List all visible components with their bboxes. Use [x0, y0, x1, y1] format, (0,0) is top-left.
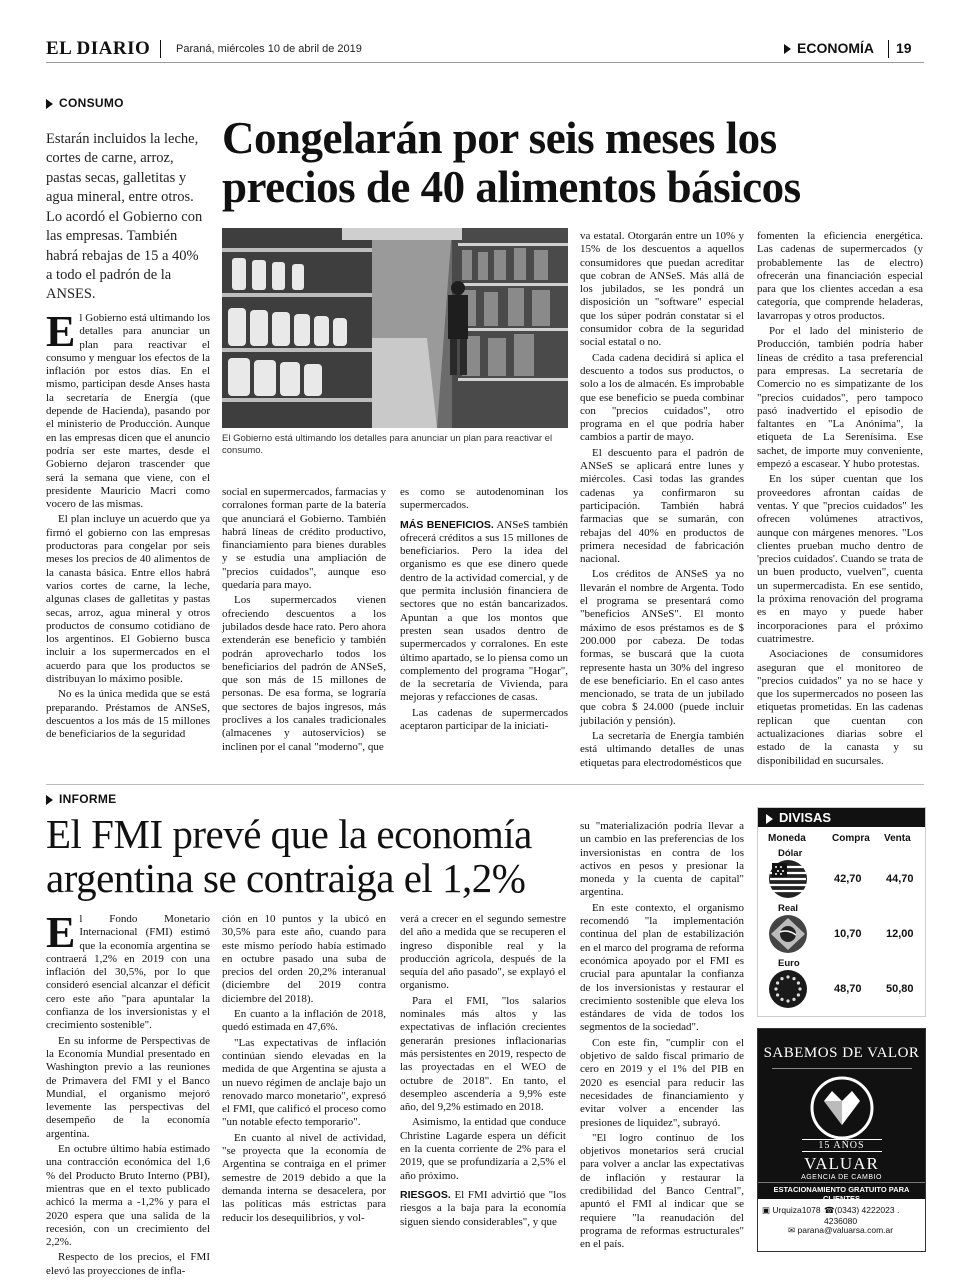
paragraph: social en supermercados, farmacias y corralones forman parte de la batería que anunciará el Gobierno. También habrá líneas de crédito productivo, financiamiento para bienes durables y se estudia una ampliación de "precios cuidados", aunque eso quedaría para mayo.	[222, 486, 387, 592]
phone-icon: ☎	[824, 1205, 835, 1215]
headline-2-line-1: El FMI prevé que la economía	[46, 811, 532, 857]
paragraph: ANSeS también ofrecerá créditos a sus 15 millones de beneficiarios. Pero la idea del organismo es que ese dinero quede dentro de la actividad comercial, y de que permita inclusión financiera de sectores que no están bancarizados. Apuntan a que los montos que presten sean usados dentro de supermercados y corralones. En este último apartado, se lo piensa como un complemento del programa "Hogar", de la secretaría de Vivienda, para mejoras y refacciones de casas.	[400, 518, 568, 704]
paragraph: En cuanto a la inflación de 2018, quedó estimada en 47,6%.	[222, 1008, 386, 1034]
article2-column-4	[580, 820, 744, 1254]
location-icon: ▣	[762, 1205, 771, 1215]
paragraph: No es la única medida que se está preparando. Préstamos de ANSeS, descuentos a los más de 15 millones de beneficiarios de la seguridad	[46, 688, 210, 741]
paragraph: l Gobierno está ultimando los detalles para anunciar un plan para reactivar el consumo y menguar los efectos de la inflación por estos días. En el mismo, participan desde Anses hasta la secretaría de Energía (que depende de Hacienda), pasando por el ministerio de Producción. Aunque en las empresas dicen que el anuncio podría ser este martes, desde el Gobierno dejaron trascender que será la semana que viene, con el presidente Mauricio Macri como vocero de las mismas.	[46, 312, 210, 511]
section-name	[784, 40, 874, 56]
paragraph: El plan incluye un acuerdo que ya firmó el gobierno con las empresas productoras para congelar por seis meses los precios de 40 alimentos de la canasta básica. Entre ellos habrá varios cortes de carne, la leche, algunas clases de galletitas y pastas secas, arroz, agua mineral y otros productos de consumo cotidiano de los argentinos. El Gobierno busca incluir a los supermercados en el acuerdo para que los productos se distribuyan lo máximo posible.	[46, 513, 210, 686]
kicker-consumo	[46, 96, 124, 110]
euro-venta: 50,80	[886, 983, 914, 995]
dropcap: E	[46, 908, 76, 957]
currency-box-title	[758, 808, 925, 827]
article2-column-2	[222, 913, 386, 1227]
dropcap: E	[46, 307, 76, 356]
paragraph: La secretaría de Energía también está ultimando detalles de unas etiquetas para electrodomésticos que	[580, 729, 744, 769]
subhead: RIESGOS.	[400, 1188, 451, 1201]
euro-compra: 48,70	[834, 983, 862, 995]
brazil-flag-icon	[768, 914, 808, 954]
arrow-right-icon	[46, 99, 53, 109]
ad-tagline: SABEMOS DE VALOR	[763, 1045, 920, 1061]
paragraph: Los supermercados vienen ofreciendo descuentos a los jubilados desde hace rato. Pero ahora extenderán ese beneficio y también podrán aprovecharlo todos los beneficiarios del padrón de ANSeS, que son más de 15 millones de personas. De esa forma, se lograría que sectores de bajos ingresos, más proclives a los canales tradicionales (almacenes y autoservicios) se inclinen por el canal "moderno", que	[222, 594, 386, 753]
paragraph: Los créditos de ANSeS ya no llevarán el nombre de Argenta. Todo el programa se presentará como "beneficios ANSeS". El monto máximo de esos préstamos es de $ 200.000 por cabeza. De todas formas, se buscará que la cuota represente hasta un 30% del ingreso de ese beneficiario. En el caso antes mencionado, se trata de un jubilado que cobra $ 24.000 (puede incluir jubilación y pensión).	[580, 568, 744, 727]
arrow-right-icon	[46, 795, 53, 805]
arrow-right-icon	[766, 814, 773, 824]
currency-name: Real	[778, 903, 799, 914]
header-venta: Venta	[884, 833, 911, 844]
valuar-advertisement[interactable]	[757, 1028, 926, 1252]
headline-1-line-1: Congelarán por seis meses los	[222, 113, 777, 163]
supermarket-illustration	[222, 228, 568, 428]
paragraph: En octubre último había estimado una contracción económica del 1,6 % del Producto Bruto Interno (PBI), mientras que en el texto publicado achicó la merma a -1,2% y para el 2020 espera que una salida de la recesión, con un crecimiento del 2,2%.	[46, 1143, 210, 1249]
section-label: ECONOMÍA	[797, 40, 874, 56]
real-venta: 12,00	[886, 928, 914, 940]
ad-address-row	[762, 1205, 821, 1216]
paragraph: Cada cadena decidirá si aplica el descuento a todos sus productos, o solo a los de almacén. Es improbable que ese beneficio se pueda combinar con "precios cuidados", otro programa en el que podría haber cambios a partir de mayo.	[580, 351, 744, 444]
kicker-label: INFORME	[59, 792, 117, 806]
paragraph: Las cadenas de supermercados aceptaron participar de la iniciati-	[400, 706, 568, 733]
article2-column-1	[46, 908, 210, 1280]
section-divider	[46, 784, 924, 785]
paragraph: su "materialización podría llevar a un cambio en las preferencias de los inversionistas en contra de los activos en pesos y presionar la moneda y la cuenta de capital" argentina.	[580, 820, 744, 899]
article1-column-1	[46, 307, 210, 744]
article1-column-2	[222, 486, 386, 756]
kicker-label: CONSUMO	[59, 96, 124, 110]
ad-email-row[interactable]	[788, 1225, 893, 1236]
usa-flag-icon	[768, 859, 808, 899]
page-number: 19	[896, 40, 912, 56]
article1-column-3	[400, 486, 568, 735]
paragraph: Por el lado del ministerio de Producción, también podría haber líneas de crédito a tasa preferencial para empresas. La secretaría de Comercio no es simpatizante de los "precios cuidados", pero tampoco pasó inadvertido el episodio de faltantes en "La Anónima", la etiqueta de La Serenísima. Ese sachet, de importe muy conveniente, empezó a escasear. Y hubo protestas.	[757, 325, 923, 471]
ad-brand: VALUAR	[804, 1154, 879, 1173]
ad-subbrand: AGENCIA DE CAMBIO	[801, 1174, 882, 1181]
masthead-divider	[160, 40, 161, 58]
ad-phone-row	[824, 1205, 925, 1226]
dateline: Paraná, miércoles 10 de abril de 2019	[176, 43, 362, 55]
paragraph: En este contexto, el organismo recomendó "la implementación continua del plan de estabilización en el marco del programa de reforma económica apoyado por el FMI es crucial para apuntalar la confianza de los inversionistas y restaurar el crecimiento sostenible que eleva los estándares de vida de todos los segmentos de la sociedad".	[580, 901, 744, 1034]
currency-box	[757, 807, 926, 1017]
paragraph: Respecto de los precios, el FMI elevó las proyecciones de infla-	[46, 1251, 210, 1277]
paragraph: Asociaciones de consumidores aseguran que el monitoreo de "precios cuidados" ya no se hace y que los supermercados no poseen las etiquetas prometidas. En las cadenas replican que cuentan con actualizaciones diarias sobre el estado de la canasta y su disponibilidad en sucursales.	[757, 648, 923, 767]
ad-rule	[772, 1068, 912, 1069]
subhead: MÁS BENEFICIOS.	[400, 518, 494, 531]
paragraph: fomenten la eficiencia energética. Las cadenas de supermercados (y probablemente las de electro) ofrecerán una financiación especial para que los clientes accedan a esa categoría, que comprende heladeras, lavarropas y otros productos.	[757, 230, 923, 322]
arrow-right-icon	[784, 44, 791, 54]
dolar-venta: 44,70	[886, 873, 914, 885]
currency-name: Euro	[778, 958, 800, 969]
currency-name: Dólar	[778, 848, 803, 859]
page-divider	[888, 40, 889, 58]
real-compra: 10,70	[834, 928, 862, 940]
paragraph: es como se autodenominan los supermercados.	[400, 486, 568, 512]
paragraph: ción en 10 puntos y la ubicó en 30,5% para este año, cuando para este mismo período había estimado en octubre pasado una suba de precios del orden 20,2% interanual (diciembre del 2019 contra diciembre del 2018).	[222, 913, 386, 1005]
article2-column-3	[400, 913, 566, 1231]
dolar-compra: 42,70	[834, 873, 862, 885]
paragraph: En cuanto al nivel de actividad, "se proyecta que la economía de Argentina se contraiga en el primer semestre de 2019 debido a que la demanda interna se desacelera, por las políticas más estrictas para reducir los desequilibrios, y vol-	[222, 1131, 386, 1224]
ad-email[interactable]: parana@valuarsa.com.ar	[797, 1225, 894, 1235]
article1-column-5	[757, 230, 923, 770]
paragraph: Asimismo, la entidad que conduce Christine Lagarde espera un déficit en la cuenta corriente de 2% para el 2019, que se profundizaría a 2,5% el año próximo.	[400, 1116, 566, 1182]
mail-icon: ✉	[788, 1225, 796, 1235]
ad-address: Urquiza1078	[772, 1205, 821, 1215]
header-rule	[46, 62, 924, 63]
paragraph: "El logro continuo de los objetivos monetarios será crucial para volver a anclar las expectativas de inflación y restaurar la credibilidad del Banco Central", apuntó el FMI al indicar que se requiere "la reanudación del programa de reformas estructurales" en el país.	[580, 1131, 744, 1251]
paragraph: Para el FMI, "los salarios nominales más altos y las expectativas de inflación crecientes generarán presiones inflacionarias más persistentes en 2019, respecto de las proyectadas en el WEO de octubre de 2018". En tanto, el desempleo ascendería a 9,9% este año, del 9,2% estimado en 2018.	[400, 994, 566, 1114]
article1-column-4	[580, 230, 744, 772]
ad-years: 15 AÑOS	[802, 1139, 882, 1152]
paragraph: verá a crecer en el segundo semestre del año a medida que se recuperen el ingreso disponible real y la producción agrícola, después de la sequía del año pasado", se explayó el organismo.	[400, 913, 566, 992]
header-compra: Compra	[832, 833, 870, 844]
paragraph: Con este fin, "cumplir con el objetivo de saldo fiscal primario de cero en 2019 y el 1% del PIB en 2020 es esencial para reducir las necesidades de financiamiento y evitar volver a encender las presiones de liquidez", subrayó.	[580, 1036, 744, 1129]
paragraph: El descuento para el padrón de ANSeS se aplicará entre lunes y miércoles. Casi todas las grandes cadenas ya confirmaron su participación. También habrá farmacias que se sumarán, con rebajas del 40% en productos de primera necesidad de fabricación nacional.	[580, 446, 744, 566]
ad-phones: (0343) 4222023 . 4236080	[824, 1205, 900, 1226]
paragraph: El FMI advirtió que "los riesgos a la baja para la economía siguen siendo considerables", y que	[400, 1188, 566, 1228]
headline-1-line-2: precios de 40 alimentos básicos	[222, 162, 801, 212]
diamond-logo-icon	[802, 1075, 882, 1141]
paragraph: l Fondo Monetario Internacional (FMI) estimó que la economía argentina se contraerá 1,2% en 2019 con una inflación del 30,5%, por lo que consideró esencial alcanzar el déficit cero este año "para apuntalar la confianza de los inversionistas y el crecimiento sostenible".	[46, 913, 210, 1032]
eu-flag-icon	[768, 969, 808, 1009]
ad-contact	[758, 1199, 925, 1251]
paragraph: En su informe de Perspectivas de la Economía Mundial presentado en Washington previo a las reuniones de Primavera del FMI y el Banco Mundial, el organismo mejoró levemente las perspectivas del desempeño de la economía argentina.	[46, 1034, 210, 1140]
paragraph: En los súper cuentan que los proveedores afrontan caídas de ventas. Y que "precios cuidados" les ofrecen volúmenes atractivos, aunque con márgenes menores. "Los clientes prueban mucho dentro de 'precios cuidados'. Cuando se trata de un buen producto, vuelven", cuenta un supermercadista. En ese sentido, la próxima renovación del programa es en mayo y puede haber incorporaciones para el próximo cuatrimestre.	[757, 473, 923, 645]
supermarket-photo	[222, 228, 568, 428]
ad-parking: ESTACIONAMIENTO GRATUITO PARA	[758, 1182, 925, 1205]
deck: Estarán incluidos la leche, cortes de carne, arroz, pastas secas, galletitas y agua mineral, entre otros. Lo acordó el Gobierno con las empresas. También habrá rebajas de 15 a 40% a todo el padrón de la ANSES.	[46, 131, 203, 303]
paragraph: "Las expectativas de inflación continúan siendo elevadas en la medida de que Argentina se ajusta a un nuevo régimen de anclaje bajo un renovado marco monetario", expresó el FMI, que calificó el proceso como "un notable efecto temporario".	[222, 1036, 386, 1129]
kicker-informe	[46, 792, 116, 806]
currency-title-label: DIVISAS	[779, 810, 832, 825]
header-moneda: Moneda	[768, 833, 806, 844]
headline-2-line-2: argentina se contraiga el 1,2%	[46, 855, 526, 901]
photo-caption: El Gobierno está ultimando los detalles para anunciar un plan para reactivar el consumo.	[222, 433, 553, 457]
paragraph: va estatal. Otorgarán entre un 10% y 15% de los descuentos a aquellos consumidores que puedan acreditar que cobran de ANSeS. Más allá de los jubilados, se les pondrá un disposición un "software" especial que los súper podrán constatar si el consumidor cobra de la seguridad social estatal o no.	[580, 230, 744, 349]
masthead: EL DIARIO	[46, 38, 151, 59]
